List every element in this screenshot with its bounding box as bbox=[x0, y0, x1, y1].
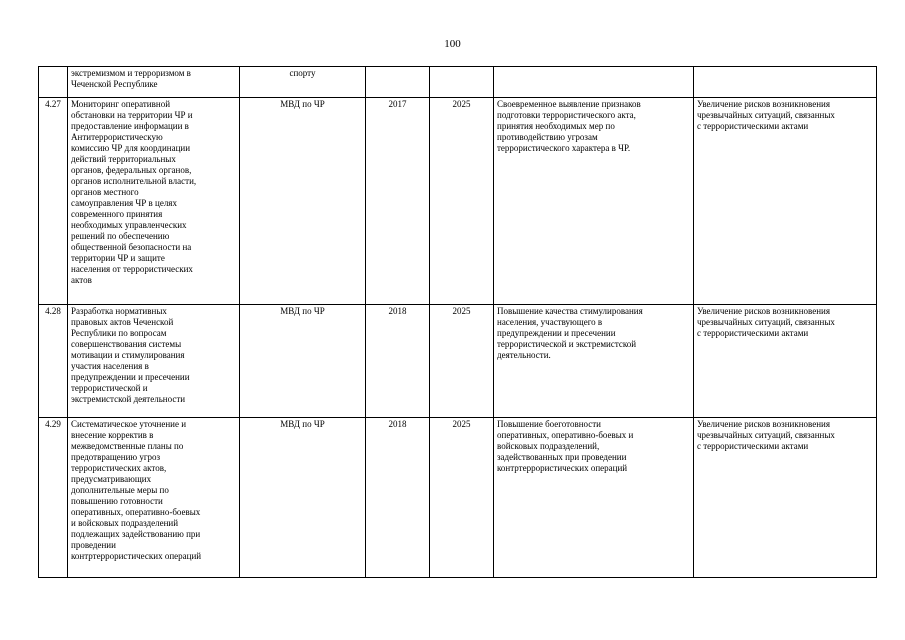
page-number: 100 bbox=[444, 38, 461, 50]
consequence: Увеличение рисков возникновения чрезвычайных ситуаций, связанных с террористическими актами bbox=[694, 418, 877, 578]
consequence: Увеличение рисков возникновения чрезвычайных ситуаций, связанных с террористическими актами bbox=[694, 98, 877, 305]
end-year: 2025 bbox=[430, 418, 494, 578]
end-year bbox=[430, 67, 494, 98]
executor: МВД по ЧР bbox=[240, 98, 366, 305]
executor: МВД по ЧР bbox=[240, 305, 366, 418]
table-row bbox=[39, 418, 877, 578]
executor: МВД по ЧР bbox=[240, 418, 366, 578]
expected-result bbox=[494, 67, 694, 98]
event-description: Разработка нормативных правовых актов Чеченской Республики по вопросам совершенствования системы мотивации и стимулирования участия населения в предупреждении и пресечении террористической и экстремистской деятельности bbox=[68, 305, 240, 418]
row-number: 4.27 bbox=[39, 98, 68, 305]
event-description: Систематическое уточнение и внесение корректив в межведомственные планы по предотвращению угроз террористических актов, предусматривающих дополнительные меры по повышению готовности оперативных, оперативно-боевых и войсковых подразделений подлежащих задействованию при проведении контртеррористических операций bbox=[68, 418, 240, 578]
row-number: 4.28 bbox=[39, 305, 68, 418]
consequence bbox=[694, 67, 877, 98]
start-year: 2018 bbox=[366, 418, 430, 578]
row-number bbox=[39, 67, 68, 98]
end-year: 2025 bbox=[430, 98, 494, 305]
event-description: экстремизмом и терроризмом в Чеченской Республике bbox=[68, 67, 240, 98]
row-number: 4.29 bbox=[39, 418, 68, 578]
start-year bbox=[366, 67, 430, 98]
consequence: Увеличение рисков возникновения чрезвычайных ситуаций, связанных с террористическими актами bbox=[694, 305, 877, 418]
expected-result: Повышение качества стимулирования населения, участвующего в предупреждении и пресечении террористической и экстремистской деятельности. bbox=[494, 305, 694, 418]
table-row bbox=[39, 305, 877, 418]
expected-result: Своевременное выявление признаков подготовки террористического акта, принятия необходимых мер по противодействию угрозам террористического характера в ЧР. bbox=[494, 98, 694, 305]
expected-result: Повышение боеготовности оперативных, оперативно-боевых и войсковых подразделений, задействованных при проведении контртеррористических операций bbox=[494, 418, 694, 578]
start-year: 2017 bbox=[366, 98, 430, 305]
table-row bbox=[39, 67, 877, 98]
measures-table bbox=[38, 66, 877, 578]
start-year: 2018 bbox=[366, 305, 430, 418]
event-description: Мониторинг оперативной обстановки на территории ЧР и предоставление информации в Антитеррористическую комиссию ЧР для координации действий территориальных органов, федеральных органов, органов исполнительной власти, органов местного самоуправления ЧР в целях современного принятия необходимых управленческих решений по обеспечению общественной безопасности на территории ЧР и защите населения от террористических актов bbox=[68, 98, 240, 305]
table-row bbox=[39, 98, 877, 305]
end-year: 2025 bbox=[430, 305, 494, 418]
executor: спорту bbox=[240, 67, 366, 98]
